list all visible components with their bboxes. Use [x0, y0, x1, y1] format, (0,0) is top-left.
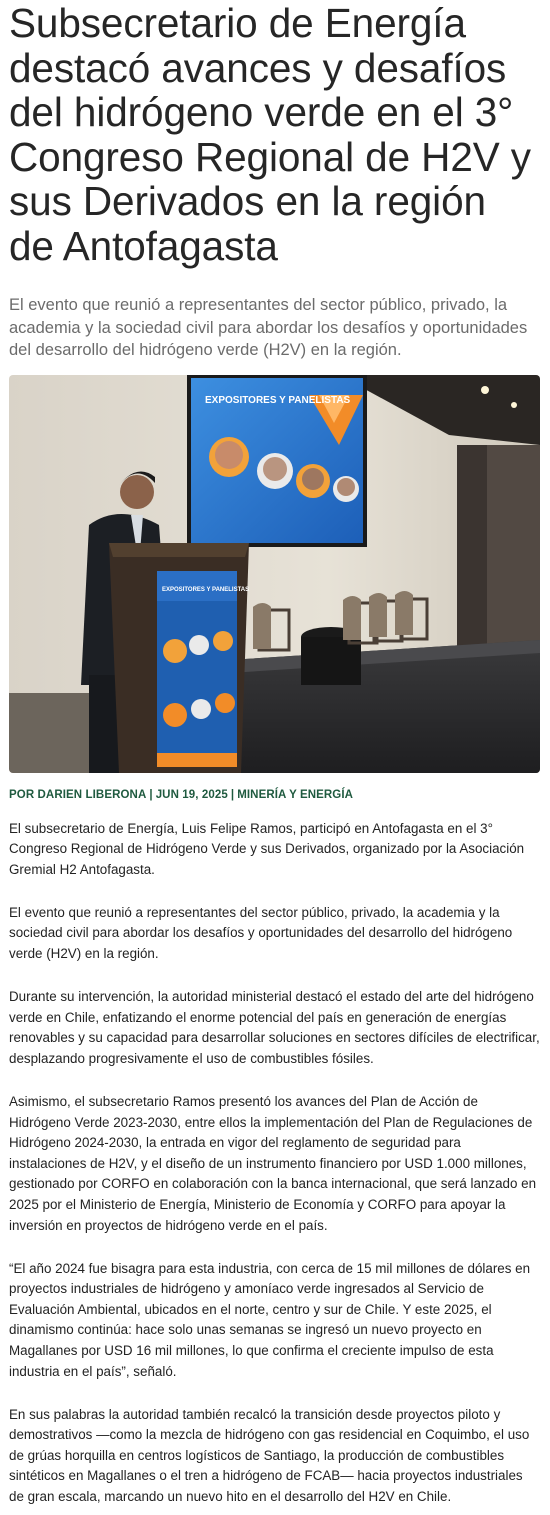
body-paragraph: El subsecretario de Energía, Luis Felipe Ramos, participó en Antofagasta en el 3° Congreso Regional de Hidrógeno Verde y sus Derivados, organizado por la Asociación Gremial H2 Antofagasta.: [9, 820, 525, 877]
article-body: [9, 819, 541, 1508]
article-title: Subsecretario de Energía destacó avances y desafíos del hidrógeno verde en el 3° Congreso Regional de H2V y sus Derivados en la región de Antofagasta: [9, 0, 531, 269]
author-link[interactable]: POR DARIEN LIBERONA: [9, 788, 147, 801]
article-byline: [9, 789, 541, 801]
byline-separator: |: [149, 788, 153, 801]
podium-banner-text: EXPOSITORES Y PANELISTAS: [162, 586, 250, 593]
conference-photo-illustration: [9, 375, 540, 773]
category-link[interactable]: MINERÍA Y ENERGÍA: [237, 788, 354, 801]
body-paragraph: En sus palabras la autoridad también recalcó la transición desde proyectos piloto y demostrativos —como la mezcla de hidrógeno con gas residencial en Coquimbo, el uso de grúas horquilla en centros logísticos de Santiago, la producción de combustibles sintéticos en Magallanes o el tren a hidrógeno de FCAB— hacia proyectos industriales de gran escala, marcando un nuevo hito en el desarrollo del H2V en Chile.: [9, 1406, 530, 1505]
body-paragraph: Asimismo, el subsecretario Ramos presentó los avances del Plan de Acción de Hidrógeno Verde 2023-2030, entre ellos la implementación del Plan de Regulaciones de Hidrógeno 2024-2030, la entrada en vigor del reglamento de seguridad para instalaciones de H2V, y el diseño de un instrumento financiero por USD 1.000 millones, gestionado por CORFO en colaboración con la banca internacional, que será lanzado en 2025 por el Ministerio de Energía, Ministerio de Economía y CORFO para apoyar la inversión en proyectos de hidrógeno verde en el país.: [9, 1093, 537, 1233]
publish-date: JUN 19, 2025: [155, 788, 228, 801]
byline-separator: |: [230, 788, 235, 801]
body-paragraph: Durante su intervención, la autoridad ministerial destacó el estado del arte del hidrógeno verde en Chile, enfatizando el enorme potencial del país en generación de energías renovables y su capacidad para desarrollar soluciones en sectores difíciles de electrificar, desplazando progresivamente el uso de combustibles fósiles.: [9, 989, 540, 1066]
screen-title-text: EXPOSITORES Y PANELISTAS: [205, 394, 351, 406]
body-paragraph: “El año 2024 fue bisagra para esta industria, con cerca de 15 mil millones de dólares en proyectos industriales de hidrógeno y amoníaco verde ingresados al Servicio de Evaluación Ambiental, ubicados en el norte, centro y sur de Chile. Y este 2025, el dinamismo continúa: hace solo unas semanas se ingresó un nuevo proyecto en Magallanes por USD 16 mil millones, lo que confirma el creciente impulso de esta industria en el país”, señaló.: [9, 1260, 531, 1379]
article-subtitle: El evento que reunió a representantes del sector público, privado, la academia y la sociedad civil para abordar los desafíos y oportunidades del desarrollo del hidrógeno verde (H2V) en la región.: [9, 296, 528, 359]
body-paragraph: El evento que reunió a representantes del sector público, privado, la academia y la sociedad civil para abordar los desafíos y oportunidades del desarrollo del hidrógeno verde (H2V) en la región.: [9, 904, 513, 961]
article-photo: [9, 375, 540, 773]
